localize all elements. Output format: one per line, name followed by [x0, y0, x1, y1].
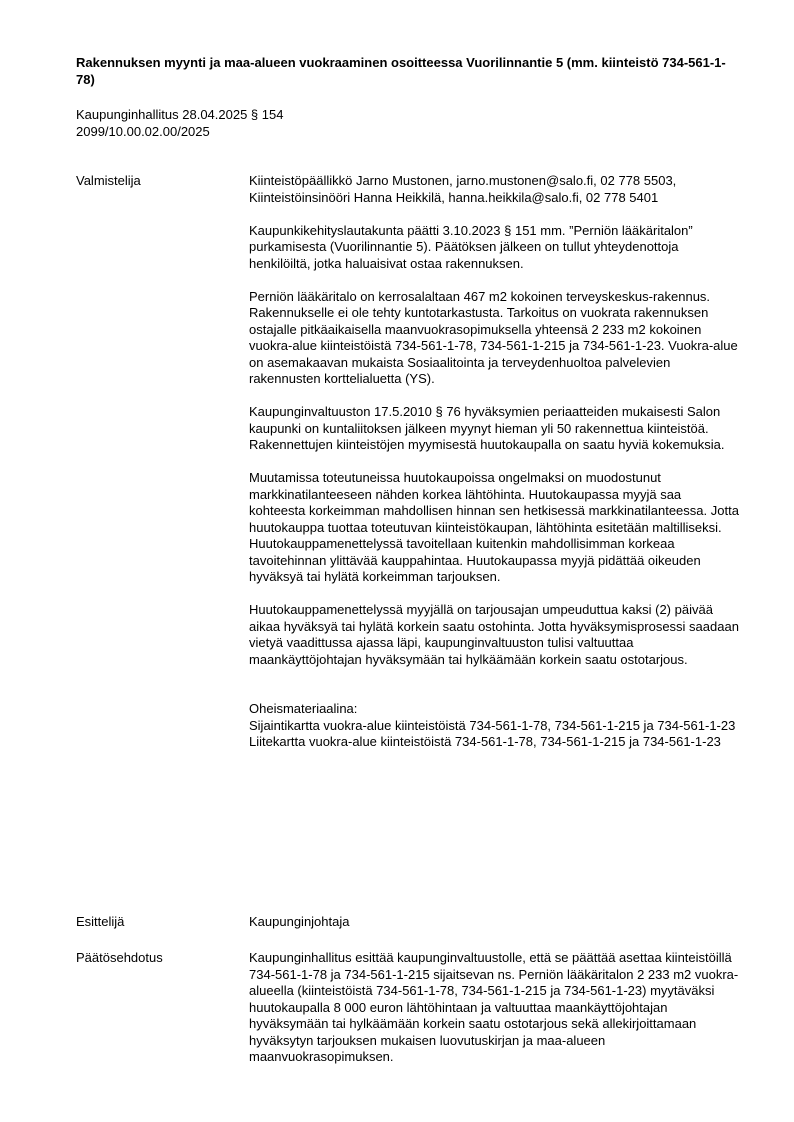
paragraph: Huutokauppamenettelyssä myyjällä on tarjousajan umpeuduttua kaksi (2) päivää aikaa hyväksyä tai hylätä korkein saatu ostohinta. Jotta hyväksymisprosessi saadaan vietyä vaadittussa ajassa läpi, kaupunginvaltuuston tulisi valtuuttaa maankäyttöjohtajan hyväksymään tai hylkäämään korkein saatu ostotarjous. — [249, 602, 739, 667]
record-number: 2099/10.00.02.00/2025 — [76, 123, 210, 139]
paragraph: Kaupunginvaltuuston 17.5.2010 § 76 hyväksymien periaatteiden mukaisesti Salon kaupunki on kuntaliitoksen jälkeen myynyt hieman yli 50 rakennettua kiinteistöä. Rakennettujen kiinteistöjen myymisestä huutokaupalla on saatu hyviä kokemuksia. — [249, 404, 725, 452]
preparer-2: Kiinteistöinsinööri Hanna Heikkilä, hanna.heikkila@salo.fi, 02 778 5401 — [249, 189, 659, 205]
preparer-1: Kiinteistöpäällikkö Jarno Mustonen, jarno.mustonen@salo.fi, 02 778 5503, — [249, 173, 677, 188]
paragraph: Kaupunkikehityslautakunta päätti 3.10.2023 § 151 mm. ”Perniön lääkäritalon” purkamisesta (Vuorilinnantie 5). Päätöksen jälkeen on tullut yhteydenottoja henkilöiltä, jotka haluaisivat ostaa rakennuksen. — [249, 222, 693, 271]
attachments — [249, 701, 741, 751]
meeting-meta — [76, 107, 736, 140]
presenter: Kaupunginjohtaja — [249, 914, 350, 929]
attachment-item: Sijaintikartta vuokra-alue kiinteistöistä 734-561-1-78, 734-561-1-215 ja 734-561-1-23 — [249, 717, 736, 733]
decision-proposal: Kaupunginhallitus esittää kaupunginvaltuustolle, että se päättää asettaa kiinteistöillä 734-561-1-78 ja 734-561-1-215 sijaitsevan ns. Perniön lääkäritalon 2 233 m2 vuokra-alueella (kiinteistöistä 734-561-1-78, 734-561-1-215 ja 734-561-1-23) myytäväksi huutokaupalla 8 000 euron lähtöhintaan ja valtuuttaa maankäyttöjohtajan hyväksymään tai hylkäämään korkein saatu ostotarjous sekä allekirjoittamaan hyväksytyn tarjouksen mukaisen luovutuskirjan ja maa-alueen maanvuokrasopimuksen. — [249, 950, 739, 1064]
paragraph: Perniön lääkäritalo on kerrosalaltaan 467 m2 kokoinen terveyskeskus-rakennus. Rakennukselle ei ole tehty kuntotarkastusta. Tarkoitus on vuokrata rakennuksen ostajalle pitkäaikaisella maanvuokrasopimuksella yhteensä 2 233 m2 kokoinen vuokra-alue kiinteistöistä 734-561-1-78, 734-561-1-215 ja 734-561-1-23. Vuokra-alue on asemakaavan mukaista Sosiaalitointa ja terveydenhuoltoa palvelevien rakennusten korttelialuetta (YS). — [249, 288, 738, 386]
document-title: Rakennuksen myynti ja maa-alueen vuokraaminen osoitteessa Vuorilinnantie 5 (mm. kiinteistö 734-561-1-78) — [76, 55, 726, 87]
paragraph: Muutamissa toteutuneissa huutokaupoissa ongelmaksi on muodostunut markkinatilanteeseen nähden korkea lähtöhinta. Huutokaupassa myyjä saa kohteesta korkeimman mahdollisen hinnan sen hetkisessä markkinatilanteessa. Jotta huutokauppa tuottaa toteutuvan kiinteistökaupan, lähtöhinta esitetään maltilliseksi. Huutokauppamenettelyssä tavoitellaan kuitenkin mahdollisimman korkeaa tavoitehinnan ylittävää kauppahintaa. Huutokaupassa myyjä pidättää oikeuden hyväksyä tai hylätä korkeimman tarjouksen. — [249, 470, 739, 584]
section-body — [249, 173, 741, 751]
attachment-item: Liitekartta vuokra-alue kiinteistöistä 734-561-1-78, 734-561-1-215 ja 734-561-1-23 — [249, 734, 721, 749]
preparers — [249, 173, 741, 206]
section-label: Esittelijä — [76, 914, 125, 929]
attachments-label: Oheismateriaalina: — [249, 701, 358, 716]
meeting-info: Kaupunginhallitus 28.04.2025 § 154 — [76, 107, 284, 122]
section-label: Päätösehdotus — [76, 950, 163, 965]
section-label: Valmistelija — [76, 173, 141, 188]
